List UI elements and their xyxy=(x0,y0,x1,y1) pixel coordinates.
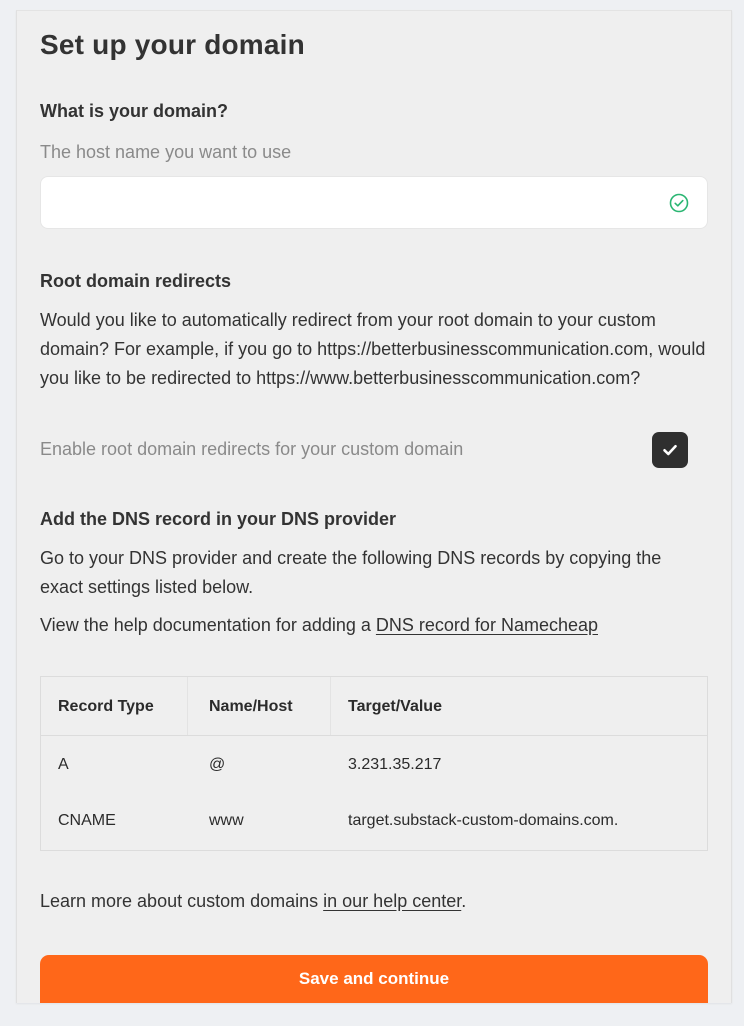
learn-more-suffix: . xyxy=(461,891,467,911)
table-header-row xyxy=(41,677,707,736)
dns-help-link[interactable]: DNS record for Namecheap xyxy=(375,615,598,635)
checkmark-icon xyxy=(661,441,679,459)
dns-records-table xyxy=(40,676,708,851)
save-and-continue-button[interactable]: Save and continue xyxy=(40,955,708,1003)
record-type-cell: CNAME xyxy=(58,812,116,829)
learn-more-prefix: Learn more about custom domains xyxy=(40,891,324,911)
help-center-link[interactable]: in our help center xyxy=(323,891,462,911)
header-record-type: Record Type xyxy=(58,698,154,715)
page-title: Set up your domain xyxy=(40,29,305,60)
learn-more-line xyxy=(40,887,708,916)
redirect-section-title: Root domain redirects xyxy=(40,271,232,291)
header-divider xyxy=(330,677,331,735)
domain-setup-card xyxy=(16,10,732,1003)
record-host-cell: www xyxy=(209,812,244,829)
record-host-cell: @ xyxy=(209,756,226,773)
header-name-host: Name/Host xyxy=(209,698,293,715)
check-circle-icon xyxy=(669,193,689,213)
domain-section-title: What is your domain? xyxy=(40,101,229,121)
redirect-checkbox-label: Enable root domain redirects for your custom domain xyxy=(40,439,464,459)
dns-help-line xyxy=(40,611,708,640)
dns-description: Go to your DNS provider and create the following DNS records by copying the exact settings listed below. xyxy=(40,548,662,597)
dns-section-title: Add the DNS record in your DNS provider xyxy=(40,509,397,529)
record-type-cell: A xyxy=(58,756,69,773)
redirect-description: Would you like to automatically redirect from your root domain to your custom domain? For example, if you go to https://betterbusinesscommunication.com, would you like to be redirected to https://www.betterbusinesscommunication.com? xyxy=(40,310,706,388)
domain-input-wrapper xyxy=(40,176,708,229)
record-value-cell: 3.231.35.217 xyxy=(348,756,442,773)
domain-section-subtitle: The host name you want to use xyxy=(40,142,292,162)
dns-help-prefix: View the help documentation for adding a xyxy=(40,615,376,635)
domain-input[interactable] xyxy=(41,177,669,227)
header-divider xyxy=(187,677,188,735)
header-target-value: Target/Value xyxy=(348,698,442,715)
record-value-cell: target.substack-custom-domains.com. xyxy=(348,812,619,829)
redirect-checkbox[interactable] xyxy=(652,432,688,468)
